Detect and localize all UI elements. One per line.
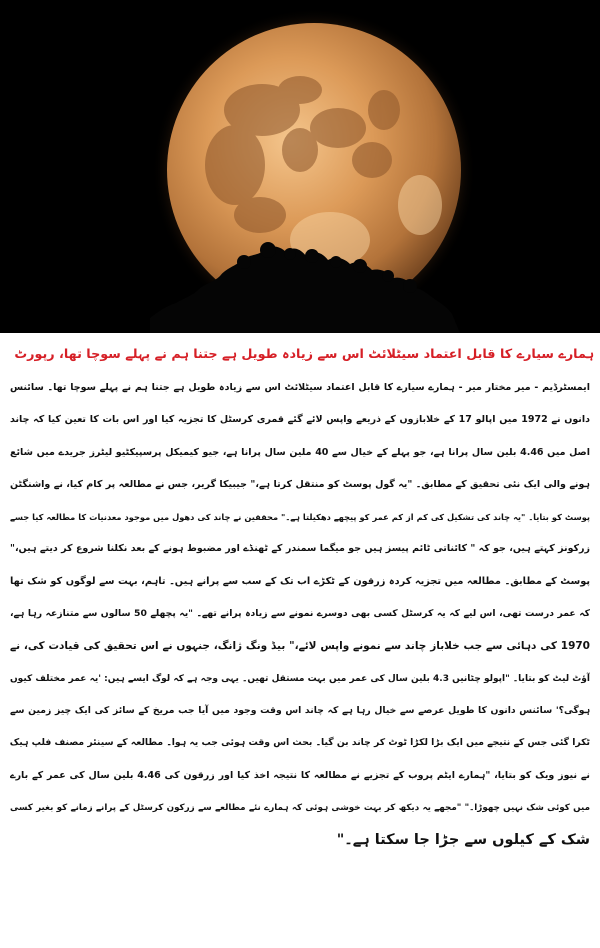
article-line: زرکونز کہتے ہیں، جو کہ " کائناتی ٹائم پیسز ہیں جو میگما سمندر کے ٹھنڈے اور مضبوط ہونے کے بعد نکلنا شروع کر دیتے ہیں،" (10, 543, 590, 555)
article-line: نے نیوز ویک کو بتایا، "ہمارے ایٹم پروب کے تجزیے نے مطالعہ کا نتیجہ اخذ کیا اور زرقون کی 4.46 بلین سال کی عمر کے بارے (10, 769, 590, 781)
article-line: میں کوئی شک نہیں چھوڑا۔" "مجھے یہ دیکھ کر بہت خوشی ہوئی کہ ہمارے نئے مطالعے سے زرکون کرسٹل کے پرانے زمانے کو بغیر کسی (10, 802, 590, 813)
article-line: ہوگی؟' سائنس دانوں کا طویل عرصے سے خیال رہا ہے کہ چاند اس وقت وجود میں آیا جب مریخ کے سائز کی ایک چیز زمین سے (10, 704, 590, 716)
article-line: شک کے کیلوں سے جڑا جا سکتا ہے۔" (336, 832, 590, 849)
article-line: کہ عمر درست تھی، اس لیے کہ یہ کرسٹل کسی بھی دوسرے نمونے سے زیادہ پرانے تھے۔ "یہ پچھلے 50 سالوں سے متنازعہ رہا ہے، (10, 608, 590, 620)
article-line: پوسٹ کے مطابق۔ مطالعہ میں تجزیہ کردہ زرقون کے ٹکڑے اب تک کے سب سے پرانے ہیں۔ تاہم، بہت سے لوگوں کو شک تھا (10, 575, 590, 587)
article-line: دانوں نے 1972 میں اپالو 17 کے خلابازوں کے ذریعے واپس لائے گئے قمری کرسٹل کا تجزیہ کیا اور اس بات کا تعین کیا کہ چاند (10, 414, 590, 426)
moon-photo (0, 0, 600, 333)
article-line: ہونے والی ایک نئی تحقیق کے مطابق۔ "یہ گول پوسٹ کو منتقل کرتا ہے،" جیبیکا گریر، جس نے مطالعہ پر کام کیا، نے واشنگٹن (10, 478, 590, 490)
article-line: اصل میں 4.46 بلین سال پرانا ہے، جو پہلے کے خیال سے 40 ملین سال پرانا ہے، جیو کیمیکل پرسپیکٹیو لیٹرز جریدے میں شائع (10, 446, 590, 458)
article-line: آؤٹ لیٹ کو بتایا۔ "اپولو چٹانیں 4.3 بلین سال کی عمر میں بہت مستقل تھیں۔ یہی وجہ ہے کہ لوگ ایسے ہیں: 'یہ عمر مختلف کیوں (10, 673, 590, 684)
article-headline: ہمارے سیارے کا قابل اعتماد سیٹلائٹ اس سے زیادہ طویل ہے جتنا ہم نے پہلے سوچا تھا، رپورٹ (14, 347, 594, 362)
article-line: پوسٹ کو بتایا۔ "یہ چاند کی تشکیل کی کم از کم عمر کو پیچھے دھکیلتا ہے۔" محققین نے چاند کی دھول میں موجود معدنیات کا مطالعہ کیا جسے (10, 512, 590, 523)
article-line: ایمسٹرڈیم - میر مختار میر - ہمارے سیارے کا قابل اعتماد سیٹلائٹ اس سے زیادہ طویل ہے جتنا ہم نے پہلے سوچا تھا۔ سائنس (10, 382, 590, 393)
article-line: ٹکرا گئی جس کے نتیجے میں ایک بڑا لکڑا ٹوٹ کر چاند بن گیا۔ بحث اس وقت ہوئی جب یہ ہوا۔ مطالعہ کے سینئر مصنف فلپ ہیک (10, 737, 590, 749)
article-body (10, 372, 590, 948)
article-line: 1970 کی دہائی سے جب خلاباز چاند سے نمونے واپس لائے،" بیڈ ونگ ژانگ، جنہوں نے اس تحقیق کی قیادت کی، نے (10, 640, 590, 653)
moon-illustration (0, 0, 600, 333)
